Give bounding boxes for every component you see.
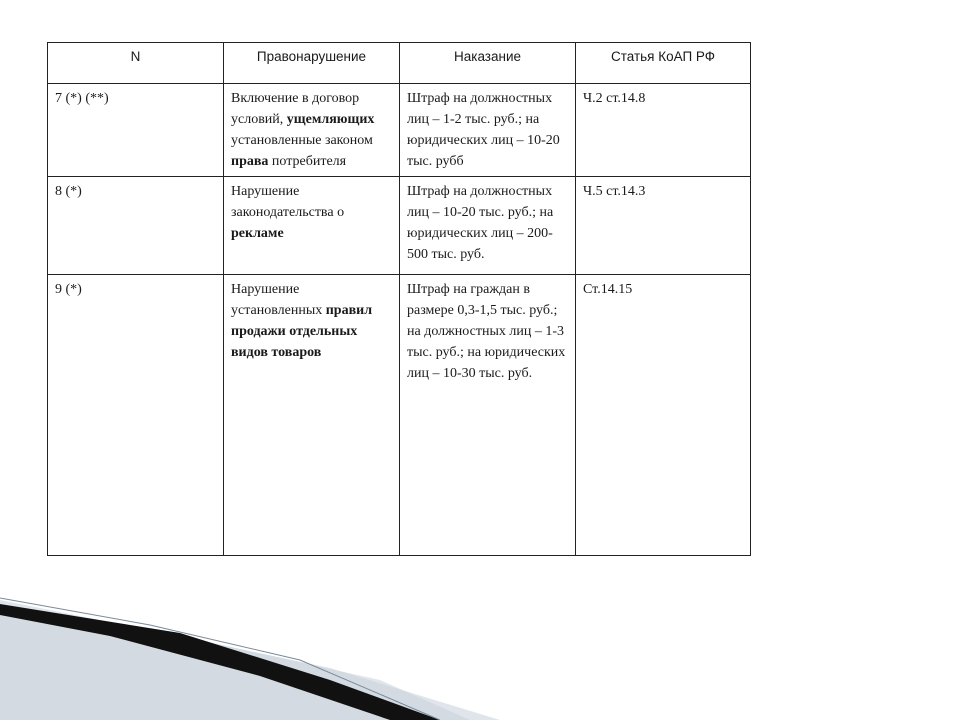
cell-offense [224, 275, 400, 556]
header-n: N [48, 43, 224, 84]
cell-n: 9 (*) [48, 275, 224, 556]
header-article: Статья КоАП РФ [576, 43, 751, 84]
offense-text: Нарушение установленных [231, 282, 326, 318]
offense-text: установленные законом [231, 133, 373, 148]
header-penalty: Наказание [400, 43, 576, 84]
offense-bold: правил продажи отдельных видов товаров [231, 303, 373, 360]
offense-bold: ущемляющих [286, 112, 375, 127]
header-offense: Правонарушение [224, 43, 400, 84]
cell-penalty: Штраф на должностных лиц – 1-2 тыс. руб.; на юридических лиц – 10-20 тыс. рубб [400, 84, 576, 177]
cell-offense [224, 177, 400, 275]
offense-text: Включение в договор условий, [231, 91, 360, 127]
cell-article: Ч.2 ст.14.8 [576, 84, 751, 177]
offense-bold: рекламе [231, 226, 284, 241]
cell-penalty: Штраф на должностных лиц – 10-20 тыс. руб.; на юридических лиц – 200-500 тыс. руб. [400, 177, 576, 275]
penalties-table [47, 42, 751, 556]
offense-text: потребителя [268, 154, 347, 169]
cell-article: Ст.14.15 [576, 275, 751, 556]
cell-offense [224, 84, 400, 177]
cell-n: 7 (*) (**) [48, 84, 224, 177]
offense-bold: права [231, 154, 269, 169]
cell-n: 8 (*) [48, 177, 224, 275]
table-row [48, 275, 751, 556]
cell-article: Ч.5 ст.14.3 [576, 177, 751, 275]
table-header-row [48, 43, 751, 84]
table-row [48, 177, 751, 275]
offense-text: Нарушение законодательства о [231, 184, 345, 220]
cell-penalty: Штраф на граждан в размере 0,3-1,5 тыс. руб.; на должностных лиц – 1-3 тыс. руб.; на юридических лиц – 10-30 тыс. руб. [400, 275, 576, 556]
table-row [48, 84, 751, 177]
